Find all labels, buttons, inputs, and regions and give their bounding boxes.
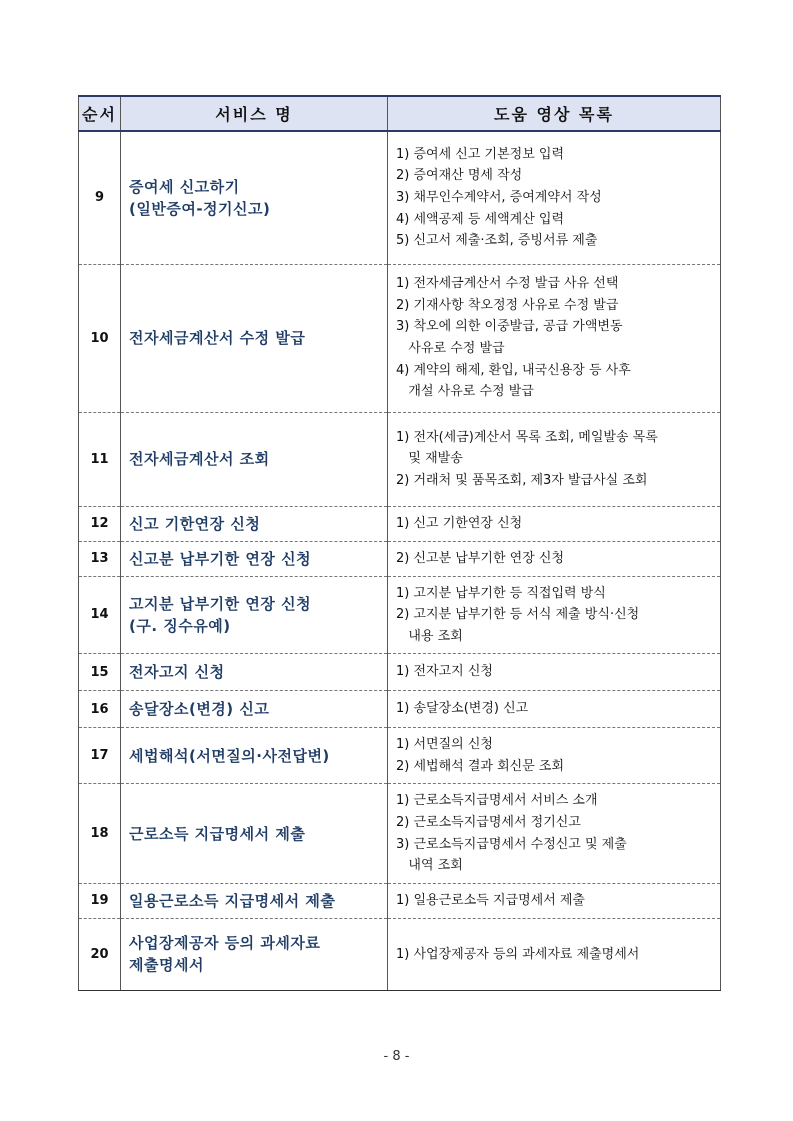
row-number: 18 — [79, 784, 121, 883]
service-name-line: 송달장소(변경) 신고 — [129, 700, 270, 719]
service-name — [121, 576, 388, 654]
video-list — [396, 427, 714, 492]
service-name-line: 일용근로소득 지급명세서 제출 — [129, 891, 336, 910]
video-item: 5) 신고서 제출·조회, 증빙서류 제출 — [396, 233, 598, 249]
video-item: 2) 기재사항 착오정정 사유로 수정 발급 — [396, 297, 619, 313]
video-item: 3) 착오에 의한 이중발급, 공급 가액변동 사유로 수정 발급 — [396, 319, 623, 356]
table-header-row — [79, 96, 721, 131]
service-name — [121, 264, 388, 412]
service-name-line: (구. 징수유예) — [129, 616, 231, 635]
service-name — [121, 654, 388, 691]
row-number: 20 — [79, 918, 121, 990]
video-list — [396, 661, 714, 683]
video-list — [396, 698, 714, 720]
video-list-cell — [388, 576, 721, 654]
video-item: 3) 근로소득지급명세서 수정신고 및 제출 내역 조회 — [396, 836, 627, 874]
service-name-line: 고지분 납부기한 연장 신청 — [129, 594, 312, 613]
table-row — [79, 784, 721, 883]
video-item: 1) 사업장제공자 등의 과세자료 제출명세서 — [396, 946, 640, 962]
table-row — [79, 264, 721, 412]
video-list-cell — [388, 264, 721, 412]
table-row — [79, 918, 721, 990]
video-list — [396, 734, 714, 777]
video-item: 4) 세액공제 등 세액계산 입력 — [396, 211, 565, 227]
service-name — [121, 506, 388, 541]
video-list-cell — [388, 412, 721, 506]
video-list-cell — [388, 541, 721, 576]
page-number: - 8 - — [383, 1049, 410, 1064]
video-item: 2) 세법해석 결과 회신문 조회 — [396, 758, 565, 774]
video-item: 2) 신고분 납부기한 연장 신청 — [396, 550, 565, 566]
video-list-cell — [388, 728, 721, 784]
video-item: 1) 고지분 납부기한 등 직접입력 방식 — [396, 585, 606, 601]
row-number: 11 — [79, 412, 121, 506]
video-list — [396, 548, 714, 570]
row-number: 14 — [79, 576, 121, 654]
service-name-line: 전자세금계산서 수정 발급 — [129, 329, 306, 347]
service-name — [121, 918, 388, 990]
service-name-line: 근로소득 지급명세서 제출 — [129, 824, 306, 843]
service-name-line: 증여세 신고하기 — [129, 177, 240, 196]
video-item: 1) 근로소득지급명세서 서비스 소개 — [396, 793, 598, 809]
row-number: 19 — [79, 883, 121, 918]
video-item: 4) 계약의 해제, 환입, 내국신용장 등 사후 개설 사유로 수정 발급 — [396, 362, 631, 400]
video-list — [396, 513, 714, 535]
table-row — [79, 576, 721, 654]
row-number: 15 — [79, 654, 121, 691]
video-item: 1) 신고 기한연장 신청 — [396, 515, 523, 531]
service-name-line: (일반증여-정기신고) — [129, 199, 271, 218]
service-name — [121, 541, 388, 576]
service-name-line: 사업장제공자 등의 과세자료 — [129, 934, 321, 953]
video-list — [396, 273, 714, 403]
video-list — [396, 583, 714, 648]
video-list-cell — [388, 691, 721, 728]
video-item: 3) 채무인수계약서, 증여계약서 작성 — [396, 189, 602, 205]
table-row — [79, 728, 721, 784]
row-number: 10 — [79, 264, 121, 412]
header-no: 순서 — [79, 96, 121, 131]
video-item: 1) 전자고지 신청 — [396, 664, 493, 680]
service-name — [121, 412, 388, 506]
table-row — [79, 883, 721, 918]
row-number: 9 — [79, 131, 121, 264]
video-list — [396, 944, 714, 966]
service-name-line: 신고분 납부기한 연장 신청 — [129, 549, 312, 568]
video-list-cell — [388, 883, 721, 918]
header-videos: 도움 영상 목록 — [388, 96, 721, 131]
table-body — [79, 131, 721, 990]
service-name-line: 제출명세서 — [129, 956, 204, 975]
table-row — [79, 541, 721, 576]
video-list — [396, 144, 714, 252]
service-name — [121, 883, 388, 918]
table-row — [79, 654, 721, 691]
service-name-line: 전자고지 신청 — [129, 663, 225, 682]
video-item: 2) 고지분 납부기한 등 서식 제출 방식·신청 내용 조회 — [396, 607, 640, 644]
video-item: 1) 일용근로소득 지급명세서 제출 — [396, 893, 585, 909]
table-row — [79, 412, 721, 506]
service-name — [121, 784, 388, 883]
service-name-line: 신고 기한연장 신청 — [129, 514, 261, 533]
row-number: 16 — [79, 691, 121, 728]
video-item: 1) 전자(세금)계산서 목록 조회, 메일발송 목록 및 재발송 — [396, 429, 658, 467]
table-row — [79, 506, 721, 541]
video-list-cell — [388, 784, 721, 883]
service-name-line: 전자세금계산서 조회 — [129, 450, 270, 468]
video-list-cell — [388, 654, 721, 691]
video-item: 2) 근로소득지급명세서 정기신고 — [396, 815, 581, 831]
video-item: 1) 증여세 신고 기본정보 입력 — [396, 146, 565, 162]
help-video-table — [78, 95, 721, 991]
row-number: 17 — [79, 728, 121, 784]
video-list — [396, 890, 714, 912]
video-list — [396, 790, 714, 876]
video-list-cell — [388, 918, 721, 990]
table-row — [79, 131, 721, 264]
header-service: 서비스 명 — [121, 96, 388, 131]
row-number: 12 — [79, 506, 121, 541]
video-list-cell — [388, 131, 721, 264]
video-item: 2) 거래처 및 품목조회, 제3자 발급사실 조회 — [396, 472, 648, 488]
table-row — [79, 691, 721, 728]
service-name — [121, 131, 388, 264]
video-item: 1) 송달장소(변경) 신고 — [396, 701, 529, 717]
service-name — [121, 691, 388, 728]
video-list-cell — [388, 506, 721, 541]
video-item: 1) 전자세금계산서 수정 발급 사유 선택 — [396, 276, 619, 292]
video-item: 1) 서면질의 신청 — [396, 737, 493, 753]
service-name-line: 세법해석(서면질의·사전답변) — [129, 746, 330, 765]
row-number: 13 — [79, 541, 121, 576]
service-name — [121, 728, 388, 784]
video-item: 2) 증여재산 명세 작성 — [396, 168, 523, 184]
